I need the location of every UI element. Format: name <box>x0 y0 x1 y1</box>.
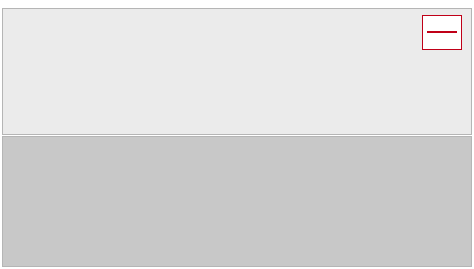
logo-divider <box>427 31 457 33</box>
fan-speed-chart <box>3 9 471 134</box>
voigt-wipp-logo <box>419 15 465 73</box>
logo-frame <box>422 15 462 50</box>
power-demand-chart-panel <box>2 136 472 267</box>
fan-speed-chart-panel <box>2 8 472 135</box>
power-demand-chart <box>3 137 471 266</box>
